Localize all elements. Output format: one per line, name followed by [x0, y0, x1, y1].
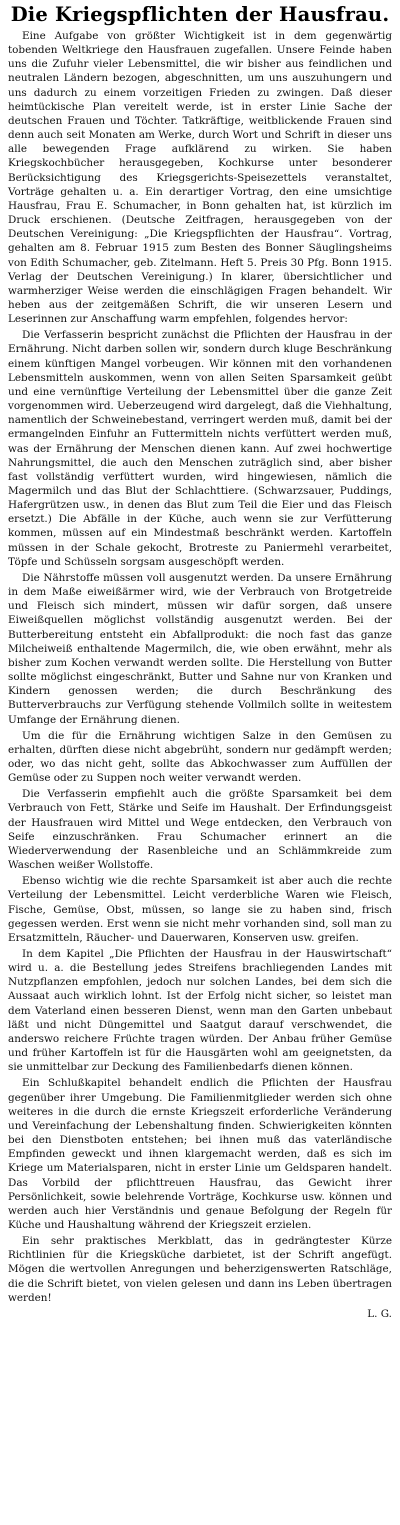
- paragraph-leaflet: Ein sehr praktisches Merkblatt, das in gedrängtester Kürze Richtlinien für die Kriegsküche darbietet, ist der Schrift angefügt. Mögen die wertvollen Anregungen und beherzigenswerten Ratschläge, die die Schrift bietet, von vielen gelesen und dann ins Leben übertragen werden!: [8, 1235, 392, 1304]
- paragraph-introduction: Eine Aufgabe von größter Wichtigkeit ist in dem gegenwärtig tobenden Weltkriege den Hausfrauen zugefallen. Unsere Feinde haben uns die Zufuhr vieler Lebensmittel, die wir bisher aus feindlichen und neutralen Ländern bezogen, abgeschnitten, um uns auszuhungern und uns dadurch zu einem vorzeitigen Frieden zu zwingen. Daß dieser heimtückische Plan vereitelt werde, ist in erster Linie Sache der deutschen Frauen und Töchter. Tatkräftige, weitblickende Frauen sind denn auch seit Monaten am Werke, durch Wort und Schrift in dieser uns alle bewegenden Frage aufklärend zu wirken. Sie haben Kriegskochbücher herausgegeben, Kochkurse unter besonderer Berücksichtigung des Kriegsgerichts-Speisezettels veranstaltet, Vorträge gehalten u. a. Ein derartiger Vortrag, den eine umsichtige Hausfrau, Frau E. Schumacher, in Bonn gehalten hat, ist kürzlich im Druck erschienen. (Deutsche Zeitfragen, herausgegeben von der Deutschen Vereinigung: „Die Kriegspflichten der Hausfrau“. Vortrag, gehalten am 8. Februar 1915 zum Besten des Bonner Säuglingsheims von Edith Schumacher, geb. Zitelmann. Heft 5. Preis 30 Pfg. Bonn 1915. Verlag der Deutschen Vereinigung.) In klarer, übersichtlicher und warmherziger Weise werden die einschlägigen Fragen behandelt. Wir heben aus der zeitgemäßen Schrift, die wir unseren Lesern und Leserinnen zur Anschaffung warm empfehlen, folgendes hervor:: [8, 30, 392, 326]
- paragraph-nutrition-duties: Die Verfasserin bespricht zunächst die Pflichten der Hausfrau in der Ernährung. Nicht darben sollen wir, sondern durch kluge Beschränkung einem künftigen Mangel vorbeugen. Wir können mit den vorhandenen Lebensmitteln auskommen, wenn von allen Seiten Sparsamkeit geübt und eine vernünftige Verteilung der Lebensmittel über die ganze Zeit vorgenommen wird. Ueberzeugend wird dargelegt, daß die Viehhaltung, namentlich der Schweinebestand, verringert werden muß, damit bei der ermangelnden Einfuhr an Futtermitteln nichts verfüttert werden muß, was der Ernährung der Menschen dienen kann. Auf zwei hochwertige Nahrungsmittel, die auch den Menschen zuträglich sind, aber bisher fast vollständig verfüttert wurden, wird hingewiesen, nämlich die Magermilch und das Blut der Schlachttiere. (Schwarzsauer, Puddings, Hafergrützen usw., in denen das Blut zum Teil die Eier und das Fleisch ersetzt.) Die Abfälle in der Küche, auch wenn sie zur Verfütterung kommen, müssen auf ein Mindestmaß beschränkt werden. Kartoffeln müssen in der Schale gekocht, Brotreste zu Paniermehl verarbeitet, Töpfe und Schüsseln sorgsam ausgeschöpft werden.: [8, 329, 392, 568]
- article-title: Die Kriegspflichten der Hausfrau.: [10, 3, 390, 26]
- author-signature: L. G.: [367, 1307, 392, 1320]
- paragraph-household-garden: In dem Kapitel „Die Pflichten der Hausfrau in der Hauswirtschaft“ wird u. a. die Bestellung jedes Streifens brachliegenden Landes mit Nutzpflanzen empfohlen, jedoch nur solchen Landes, bei dem sich die Aussaat auch wirklich lohnt. Ist der Erfolg nicht sicher, so leistet man dem Vaterland einen besseren Dienst, wenn man den Garten unbebaut läßt und nicht Düngemittel und Saatgut darauf verschwendet, die anderswo reichere Früchte tragen würden. Der Anbau früher Gemüse und früher Kartoffeln ist für die Hausgärten wohl am geeignetsten, da sie unmittelbar zur Deckung des Familienbedarfs dienen können.: [8, 948, 392, 1074]
- paragraph-fat-soap-saving: Die Verfasserin empfiehlt auch die größte Sparsamkeit bei dem Verbrauch von Fett, Stärke und Seife im Haushalt. Der Erfindungsgeist der Hausfrauen wird Mittel und Wege entdecken, den Verbrauch von Seife einzuschränken. Frau Schumacher erinnert an die Wiederverwendung der Rasenbleiche und an Schlämmkreide zum Waschen weißer Wollstoffe.: [8, 788, 392, 872]
- paragraph-vegetable-salts: Um die für die Ernährung wichtigen Salze in den Gemüsen zu erhalten, dürften diese nicht abgebrüht, sondern nur gedämpft werden; oder, wo das nicht geht, sollte das Abkochwasser zum Auffüllen der Gemüse oder zu Suppen noch weiter verwandt werden.: [8, 729, 392, 785]
- paragraph-final-chapter: Ein Schlußkapitel behandelt endlich die Pflichten der Hausfrau gegenüber ihrer Umgebung. Die Familienmitglieder werden sich ohne weiteres in die durch die ernste Kriegszeit erforderliche Veränderung und Vereinfachung der Lebenshaltung finden. Schwierigkeiten könnten bei den Dienstboten entstehen; bei ihnen muß das vaterländische Empfinden geweckt und ihnen klargemacht werden, daß es sich im Kriege um Materialsparen, nicht in erster Linie um Geldsparen handelt. Das Vorbild der pflichttreuen Hausfrau, das Gewicht ihrer Persönlichkeit, sowie belehrende Vorträge, Kochkurse usw. können und werden auch hier Verständnis und genaue Befolgung der Regeln für Küche und Haushaltung während der Kriegszeit erzielen.: [8, 1077, 392, 1231]
- paragraph-food-distribution: Ebenso wichtig wie die rechte Sparsamkeit ist aber auch die rechte Verteilung der Lebensmittel. Leicht verderbliche Waren wie Fleisch, Fische, Gemüse, Obst, müssen, so lange sie zu haben sind, frisch gegessen werden. Erst wenn sie nicht mehr vorhanden sind, soll man zu Ersatzmitteln, Räucher- und Dauerwaren, Konserven usw. greifen.: [8, 875, 392, 944]
- paragraph-nutrients: Die Nährstoffe müssen voll ausgenutzt werden. Da unsere Ernährung in dem Maße eiweißärmer wird, wie der Verbrauch von Brotgetreide und Fleisch sich mindert, müssen wir dafür sorgen, daß unsere Eiweißquellen möglichst vollständig ausgenutzt werden. Bei der Butterbereitung entsteht ein Abfallprodukt: die noch fast das ganze Milcheiweiß enthaltende Magermilch, die, wie oben erwähnt, mehr als bisher zum Kochen verwandt werden sollte. Die Herstellung von Butter sollte möglichst eingeschränkt, Butter und Sahne nur von Kranken und Kindern genossen werden; die durch Beschränkung des Butterverbrauchs zur Verfügung stehende Vollmilch sollte in weitestem Umfange der Ernährung dienen.: [8, 571, 392, 726]
- article-body: [8, 29, 392, 1321]
